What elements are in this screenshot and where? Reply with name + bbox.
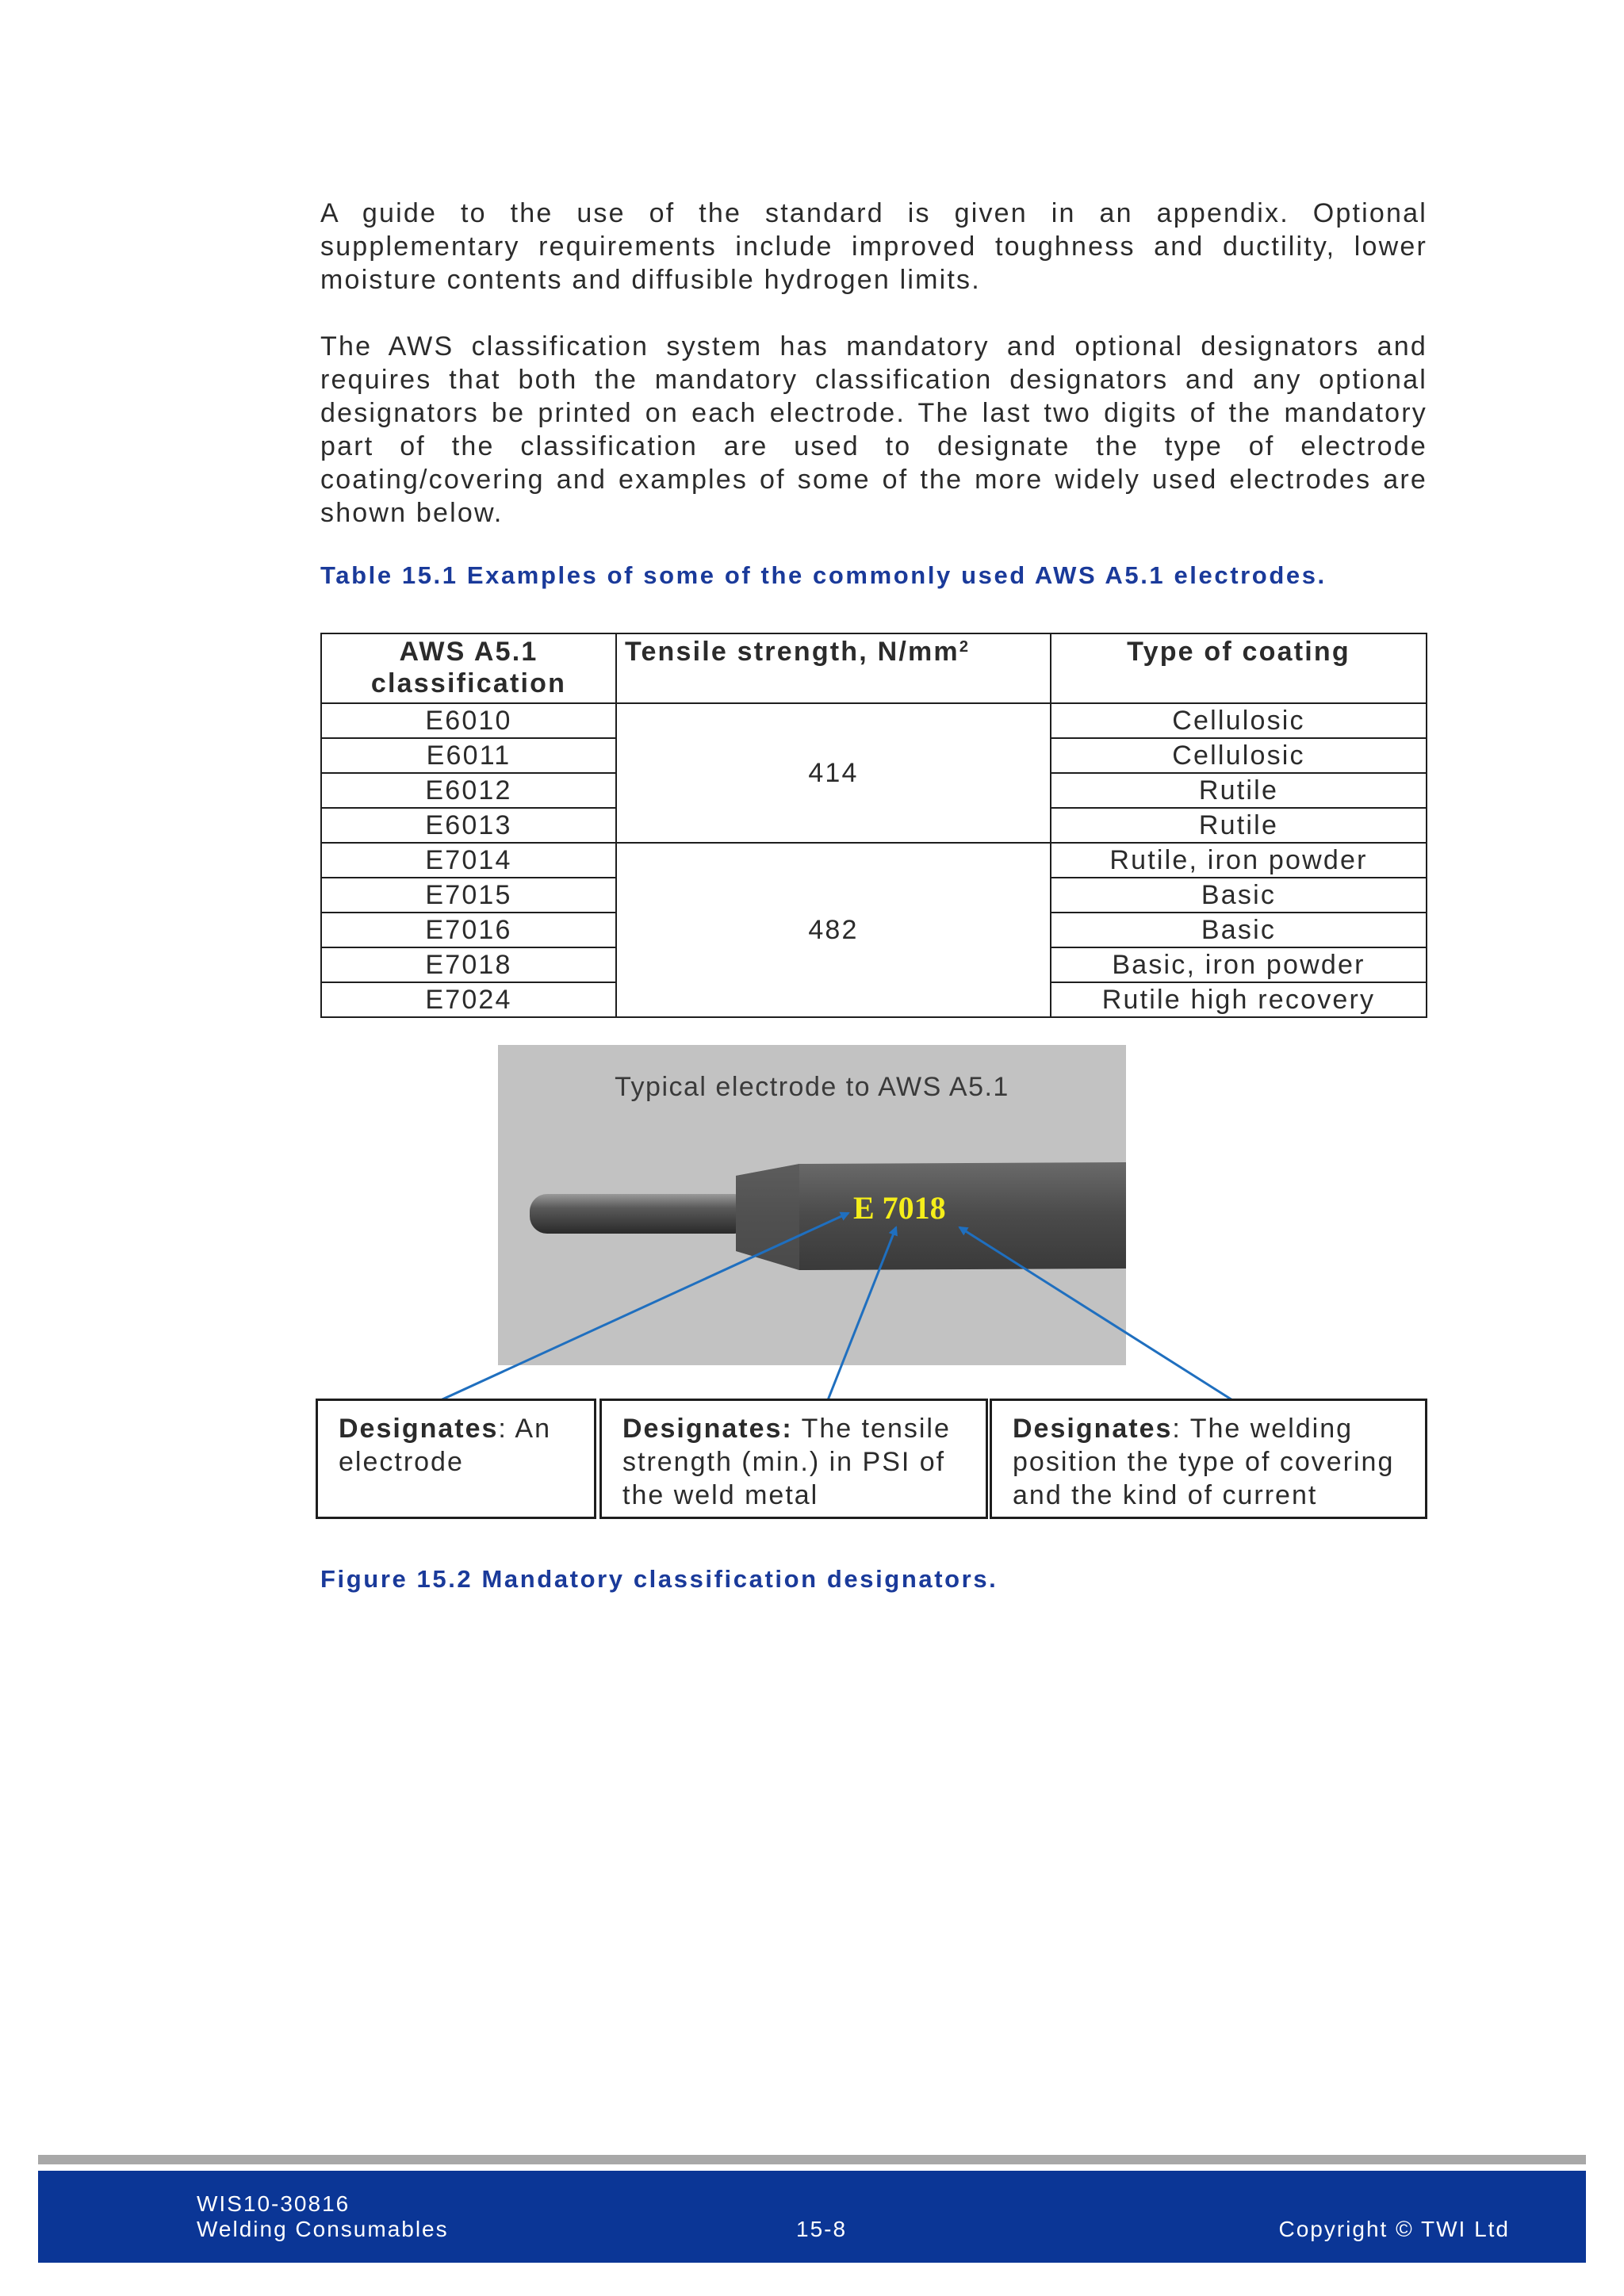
cell-classification: E6011 — [321, 738, 616, 773]
designator-label-suffix: : — [498, 1414, 508, 1444]
cell-coating: Rutile — [1051, 773, 1427, 808]
cell-classification: E7016 — [321, 913, 616, 947]
cell-classification: E6012 — [321, 773, 616, 808]
designator-text: The tensile strength (min.) in PSI of the weld metal — [622, 1414, 951, 1510]
cell-classification: E7024 — [321, 982, 616, 1017]
cell-classification: E6013 — [321, 808, 616, 843]
cell-coating: Cellulosic — [1051, 703, 1427, 738]
cell-coating: Rutile, iron powder — [1051, 843, 1427, 878]
electrode-marking: E 7018 — [853, 1190, 946, 1226]
cell-coating: Rutile high recovery — [1051, 982, 1427, 1017]
table-header-row — [321, 633, 1427, 703]
cell-coating: Basic — [1051, 878, 1427, 913]
footer-page-number: 15-8 — [796, 2217, 848, 2241]
designator-label: Designates — [339, 1414, 499, 1444]
footer-divider — [38, 2155, 1586, 2164]
cell-tensile-strength: 482 — [616, 843, 1051, 1017]
intro-paragraph: A guide to the use of the standard is given in an appendix. Optional supplementary requirements include improved toughness and ductility, lower moisture contents and diffusible hydrogen limits. — [320, 198, 1427, 295]
header-tensile-label: Tensile strength, N/mm — [625, 637, 959, 667]
cell-classification: E6010 — [321, 703, 616, 738]
header-tensile — [616, 633, 1051, 703]
header-coating: Type of coating — [1051, 633, 1427, 703]
designator-label: Designates — [1013, 1414, 1173, 1444]
designator-box-position — [990, 1399, 1427, 1519]
electrode-core-wire — [530, 1194, 752, 1234]
cell-coating: Basic — [1051, 913, 1427, 947]
cell-coating: Basic, iron powder — [1051, 947, 1427, 982]
cell-coating: Rutile — [1051, 808, 1427, 843]
figure-caption: Figure 15.2 Mandatory classification designators. — [320, 1565, 998, 1593]
cell-classification: E7018 — [321, 947, 616, 982]
designator-box-electrode — [316, 1399, 596, 1519]
designator-box-tensile — [599, 1399, 988, 1519]
cell-classification: E7014 — [321, 843, 616, 878]
electrode-photo — [498, 1045, 1126, 1365]
table-caption: Table 15.1 Examples of some of the commonly used AWS A5.1 electrodes. — [320, 561, 1327, 589]
footer-copyright: Copyright © TWI Ltd — [1278, 2217, 1510, 2241]
footer-doc-id: WIS10-30816 — [197, 2191, 350, 2216]
footer-doc-title: Welding Consumables — [197, 2217, 449, 2241]
classification-paragraph: The AWS classification system has mandatory and optional designators and requires that both the mandatory classification designators and any optional designators be printed on each electrode. The last two digits of the mandatory part of the classification are used to designate the type of electrode coating/covering and examples of some of the more widely used electrodes are shown below. — [320, 331, 1427, 528]
table-row — [321, 843, 1427, 878]
cell-tensile-strength: 414 — [616, 703, 1051, 843]
photo-caption: Typical electrode to AWS A5.1 — [615, 1072, 1009, 1102]
electrode-table — [320, 633, 1427, 1018]
designator-label: Designates: — [622, 1414, 793, 1444]
designator-label-suffix: : — [1172, 1414, 1182, 1444]
header-tensile-superscript: 2 — [959, 638, 971, 656]
designator-text: An electrode — [339, 1414, 552, 1477]
page-footer — [38, 2171, 1586, 2263]
cell-coating: Cellulosic — [1051, 738, 1427, 773]
table-row — [321, 703, 1427, 738]
cell-classification: E7015 — [321, 878, 616, 913]
header-classification: AWS A5.1 classification — [321, 633, 616, 703]
designator-text: The welding position the type of covering and the kind of current — [1013, 1414, 1395, 1510]
